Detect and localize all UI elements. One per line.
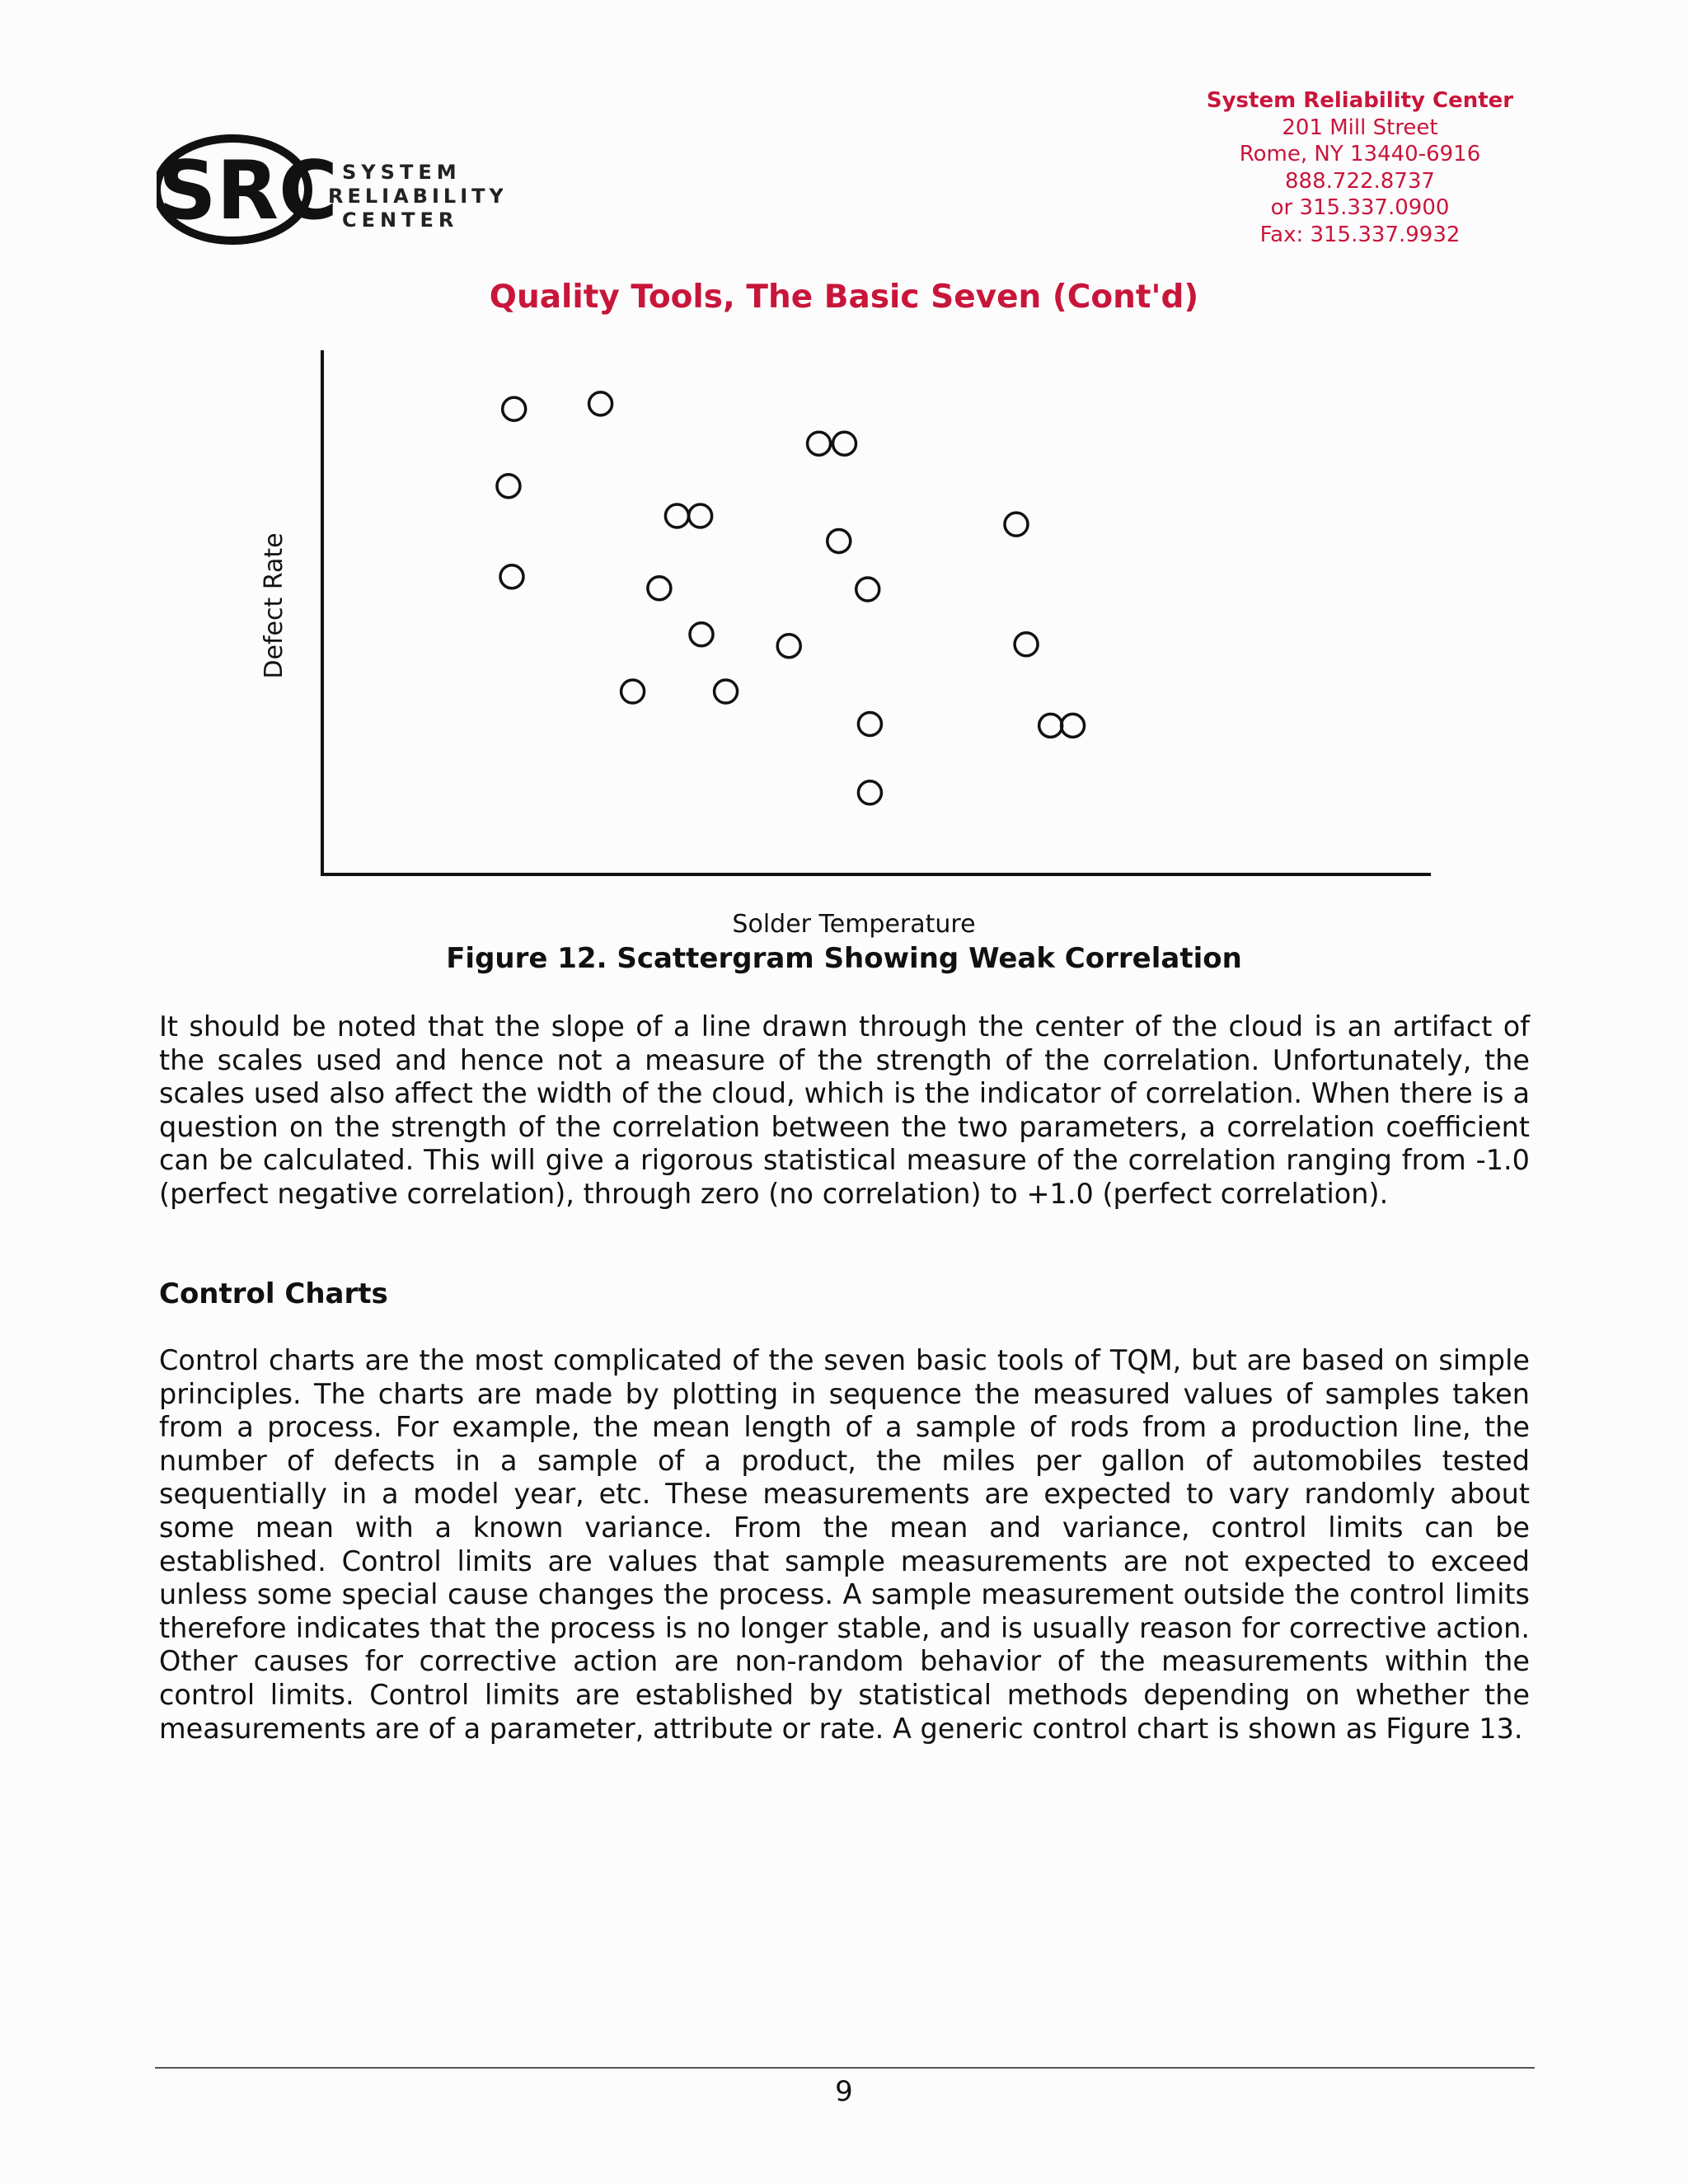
scatter-point-1 [503, 397, 526, 420]
scatter-point-7 [689, 504, 712, 527]
footer-divider [155, 2067, 1535, 2069]
street-address: 201 Mill Street [1282, 115, 1438, 140]
body-paragraph-control-charts: Control charts are the most complicated of the seven basic tools of TQM, but are based on simple principles. The charts are made by plotting in sequence the measured values of samples taken from a process. For example, the mean length of a sample of rods from a production line, the number of defects in a sample of a product, the miles per gallon of automobiles tested sequentially in a model year, etc. These measurements are expected to vary randomly about some mean with a known variance. From the mean and variance, control limits can be established. Control limits are values that sample measurements are not expected to exceed unless some special cause changes the process. A sample measurement outside the control limits therefore indicates that the process is no longer stable, and is usually reason for corrective action. Other causes for corrective action are non-random behavior of the measurements within the control limits. Control limits are established by statistical methods depending on whether the measurements are of a parameter, attribute or rate. A generic control chart is shown as Figure 13. [159, 1344, 1530, 1745]
scatter-point-17 [715, 680, 738, 703]
scatter-point-9 [1005, 513, 1028, 536]
fax-number: Fax: 315.337.9932 [1259, 222, 1461, 247]
scatter-point-3 [808, 432, 831, 455]
scatter-point-18 [858, 712, 881, 735]
figure-caption: Figure 12. Scattergram Showing Weak Correlation [446, 942, 1242, 975]
scatter-point-19 [1039, 714, 1062, 737]
scatter-point-5 [497, 475, 520, 498]
scatter-point-4 [832, 432, 856, 455]
logo-line-reliability: RELIABILITY [328, 185, 503, 208]
src-logo [157, 128, 503, 251]
scatter-point-21 [858, 781, 881, 804]
scatter-point-8 [828, 530, 851, 553]
x-axis-label: Solder Temperature [732, 910, 976, 939]
scatter-point-6 [665, 504, 688, 527]
scatter-point-11 [648, 577, 671, 600]
logo-letter-s: SRC [158, 144, 338, 238]
scatter-point-20 [1062, 714, 1085, 737]
city-address: Rome, NY 13440-6916 [1239, 142, 1481, 166]
scatter-point-14 [777, 635, 800, 658]
page-title: Quality Tools, The Basic Seven (Cont'd) [489, 279, 1199, 316]
phone-primary: 888.722.8737 [1285, 168, 1435, 194]
logo-line-center: CENTER [342, 209, 459, 232]
org-name: System Reliability Center [1206, 88, 1514, 113]
scattergram-chart [0, 338, 1688, 981]
data-points [497, 392, 1085, 804]
scatter-point-13 [690, 623, 713, 646]
y-axis-label: Defect Rate [260, 532, 288, 679]
scatter-point-2 [589, 392, 612, 415]
page-number: 9 [835, 2075, 853, 2108]
address-block [1154, 87, 1566, 248]
scatter-point-16 [621, 680, 645, 703]
section-heading-control-charts: Control Charts [159, 1277, 388, 1310]
scatter-point-15 [1015, 633, 1038, 656]
scatter-point-12 [856, 578, 879, 601]
logo-line-system: SYSTEM [342, 161, 462, 184]
phone-secondary: or 315.337.0900 [1270, 195, 1450, 220]
body-paragraph-correlation: It should be noted that the slope of a line drawn through the center of the cloud is an artifact of the scales used and hence not a measure of the strength of the correlation. Unfortunately, the scales used also affect the width of the cloud, which is the indicator of correlation. When there is a question on the strength of the correlation between the two parameters, a correlation coefficient can be calculated. This will give a rigorous statistical measure of the correlation ranging from -1.0 (perfect negative correlation), through zero (no correlation) to +1.0 (perfect correlation). [159, 1010, 1530, 1210]
scatter-point-10 [500, 565, 523, 588]
